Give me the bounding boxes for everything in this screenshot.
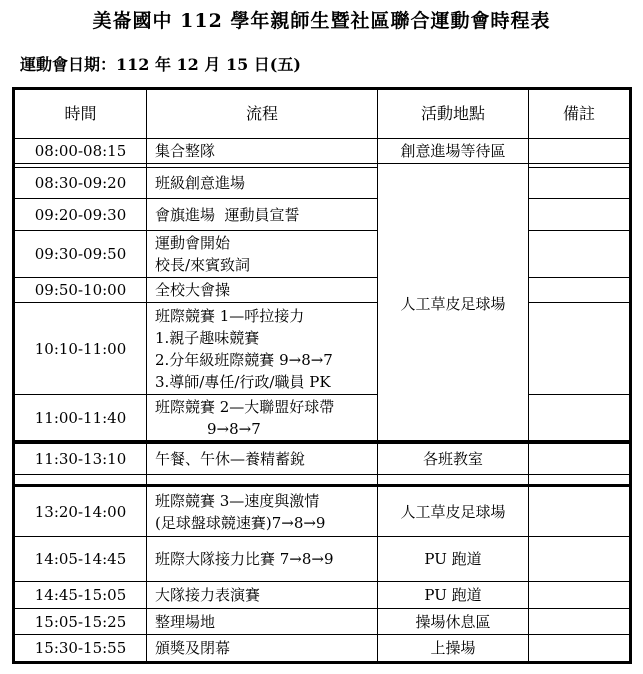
header-venue: 活動地點 (420, 104, 485, 123)
time-cell: 08:00-08:15 (34, 142, 127, 160)
process-cell (147, 303, 377, 394)
time-cell: 13:20-14:00 (34, 502, 127, 521)
process-cell (147, 537, 377, 581)
process-cell (147, 278, 377, 302)
process-cell (147, 609, 377, 634)
process-line: 班際大隊接力比賽 7→8→9 (155, 550, 334, 568)
process-line: (足球盤球競速賽)7→8→9 (155, 513, 326, 532)
process-line: 全校大會操 (155, 281, 231, 299)
venue-cell: 創意進場等待區 (400, 142, 506, 160)
venue-cell: 人工草皮足球場 (400, 502, 506, 521)
column-divider (528, 90, 529, 661)
venue-cell: 操場休息區 (415, 612, 491, 631)
header-notes: 備註 (562, 104, 595, 123)
time-cell: 14:45-15:05 (34, 586, 127, 604)
process-line: 班級創意進場 (155, 174, 246, 192)
venue-cell: PU 跑道 (424, 550, 482, 568)
time-cell: 11:00-11:40 (34, 408, 127, 427)
process-cell (147, 635, 377, 661)
time-cell: 14:05-14:45 (34, 550, 127, 568)
process-line: 午餐、午休—養精蓄銳 (155, 450, 306, 468)
time-cell: 15:30-15:55 (34, 639, 127, 657)
process-line: 班際競賽 1—呼拉接力 (155, 306, 305, 325)
row-divider (528, 302, 629, 303)
header-time: 時間 (64, 104, 97, 123)
process-line: 班際競賽 3—速度與激情 (155, 491, 320, 510)
process-cell (147, 487, 377, 536)
process-line: 頒獎及閉幕 (155, 639, 231, 657)
time-cell: 09:50-10:00 (34, 281, 127, 299)
process-line: 運動會開始 (155, 234, 231, 252)
row-divider (528, 394, 629, 395)
row-divider (528, 277, 629, 278)
time-cell: 09:20-09:30 (34, 205, 127, 224)
venue-cell: PU 跑道 (424, 586, 482, 604)
header-process: 流程 (245, 104, 278, 123)
process-line: 3.導師/專任/行政/職員 PK (155, 372, 331, 391)
row-divider (15, 163, 629, 164)
process-line: 會旗進場 運動員宣誓 (155, 205, 300, 224)
process-line: 整理場地 (155, 612, 216, 631)
section-divider (15, 474, 629, 475)
time-cell: 08:30-09:20 (34, 174, 127, 192)
venue-cell: 各班教室 (422, 450, 483, 468)
process-cell (147, 199, 377, 230)
process-cell (147, 395, 377, 440)
time-cell: 10:10-11:00 (34, 339, 127, 358)
schedule-table (12, 87, 632, 664)
time-cell: 09:30-09:50 (34, 245, 127, 263)
process-line: 班際競賽 2—大聯盟好球帶 (155, 397, 335, 416)
process-cell (147, 231, 377, 277)
process-line: 9→8→7 (207, 419, 261, 438)
time-cell: 15:05-15:25 (34, 612, 127, 631)
venue-cell: 上操場 (430, 639, 476, 657)
process-line: 大隊接力表演賽 (155, 586, 261, 604)
event-date: 運動會日期：112 年 12 月 15 日(五) (20, 55, 301, 74)
process-cell (147, 582, 377, 608)
row-divider (528, 198, 629, 199)
process-cell (147, 139, 377, 163)
process-line: 集合整隊 (155, 142, 216, 160)
row-divider (528, 230, 629, 231)
process-cell (147, 444, 377, 474)
row-divider (528, 167, 629, 168)
process-line: 1.親子趣味競賽 (155, 328, 260, 347)
page-title: 美崙國中 112 學年親師生暨社區聯合運動會時程表 (92, 10, 551, 32)
process-line: 2.分年級班際競賽 9→8→7 (155, 350, 333, 369)
time-cell: 11:30-13:10 (34, 450, 127, 468)
venue-cell: 人工草皮足球場 (400, 295, 506, 313)
process-cell (147, 168, 377, 198)
process-line: 校長/來賓致詞 (155, 256, 251, 274)
